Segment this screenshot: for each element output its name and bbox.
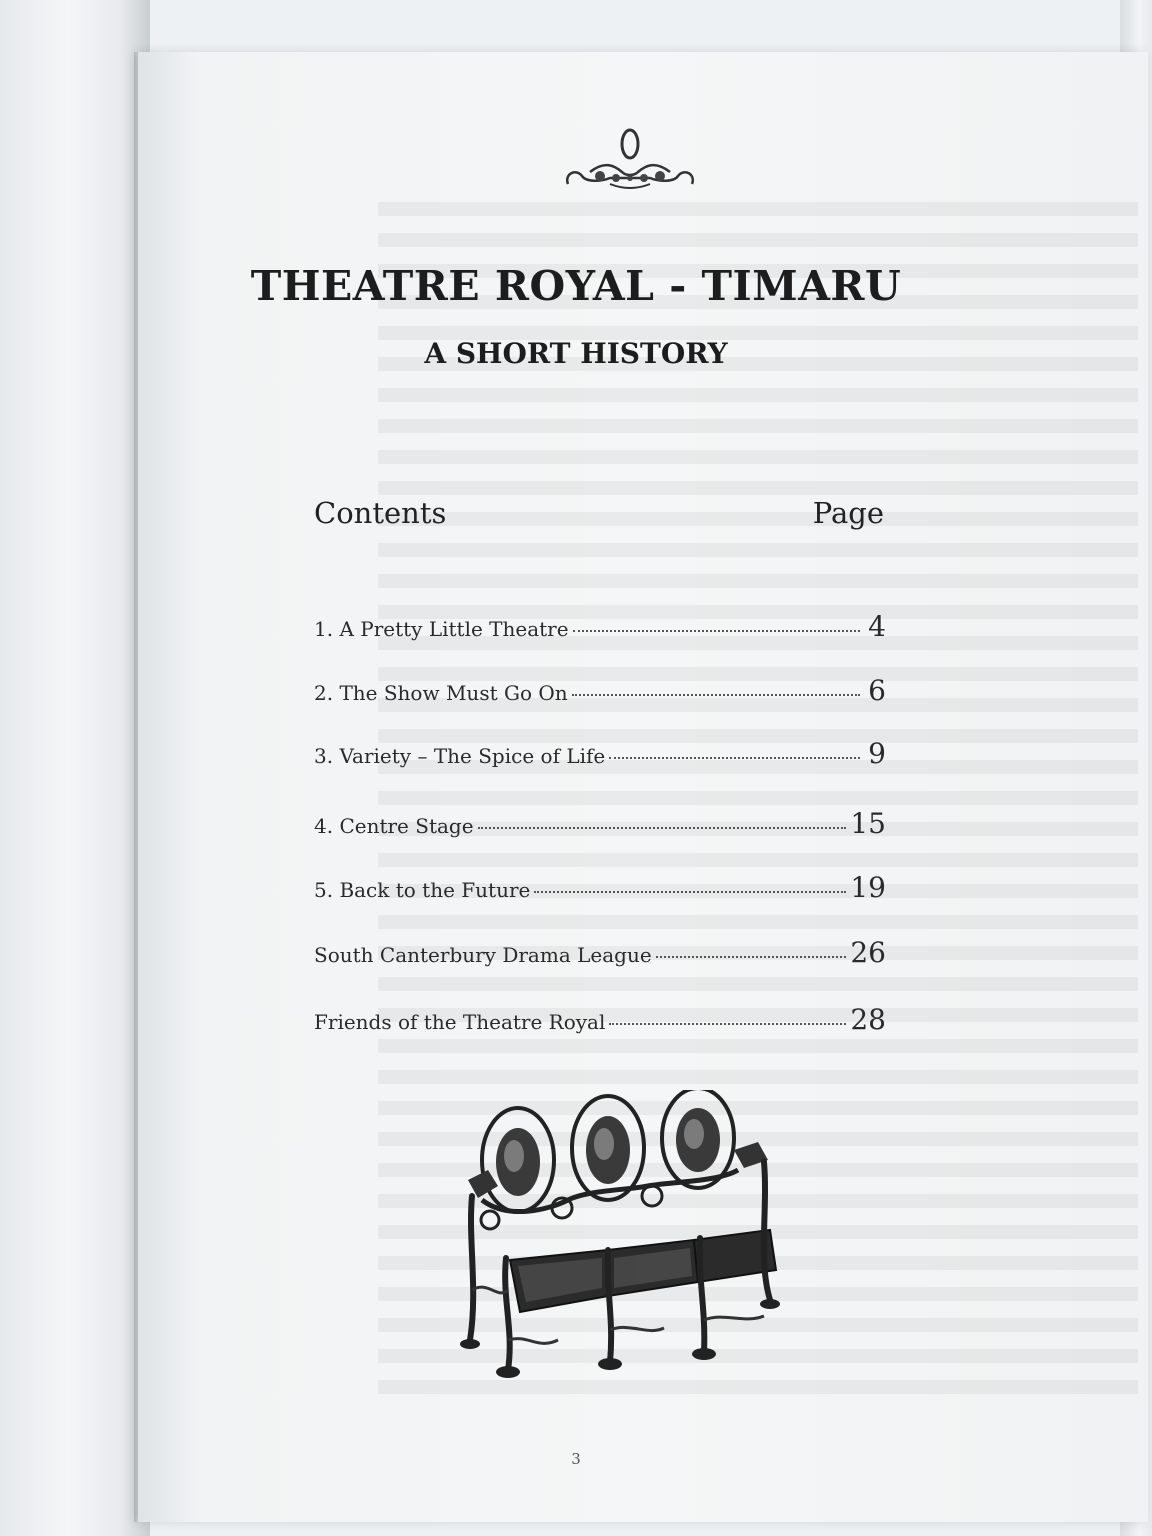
toc-entry-page: 26 [850, 936, 886, 969]
toc-entry-page: 28 [850, 1003, 886, 1036]
toc-entry [312, 737, 886, 773]
toc-entry-label: 5. Back to the Future [314, 878, 531, 902]
toc-entry-page: 6 [868, 674, 886, 707]
toc-entry [312, 936, 886, 972]
toc-entry [312, 807, 886, 843]
dot-leader [656, 956, 847, 958]
scroll-ornament-icon [560, 120, 700, 200]
toc-entry-page: 15 [850, 807, 886, 840]
dot-leader [534, 891, 846, 893]
toc-entry-label: Friends of the Theatre Royal [314, 1010, 606, 1034]
page-heading: Page [812, 496, 884, 530]
toc-entry-label: South Canterbury Drama League [314, 943, 652, 967]
table-of-contents [312, 490, 886, 1036]
toc-entry-page: 19 [850, 871, 886, 904]
dot-leader [609, 1023, 846, 1025]
toc-entry-page: 4 [868, 610, 886, 643]
theatre-seats-illustration [458, 1090, 794, 1380]
toc-entry [312, 1003, 886, 1039]
facing-page-left [0, 0, 150, 1536]
document-subtitle: A SHORT HISTORY [424, 337, 728, 370]
toc-entry [312, 610, 886, 646]
toc-entry-label: 1. A Pretty Little Theatre [314, 617, 569, 641]
dot-leader [572, 694, 860, 696]
page-number: 3 [571, 1450, 581, 1468]
toc-entry [312, 674, 886, 710]
contents-heading: Contents [314, 496, 447, 530]
toc-entry [312, 871, 886, 907]
toc-entry-page: 9 [868, 737, 886, 770]
dot-leader [478, 827, 847, 829]
toc-entry-label: 3. Variety – The Spice of Life [314, 744, 606, 768]
toc-entry-label: 4. Centre Stage [314, 814, 474, 838]
document-title: THEATRE ROYAL - TIMARU [250, 262, 902, 310]
dot-leader [573, 630, 860, 632]
toc-entry-label: 2. The Show Must Go On [314, 681, 568, 705]
dot-leader [609, 757, 860, 759]
toc-header [312, 490, 886, 540]
